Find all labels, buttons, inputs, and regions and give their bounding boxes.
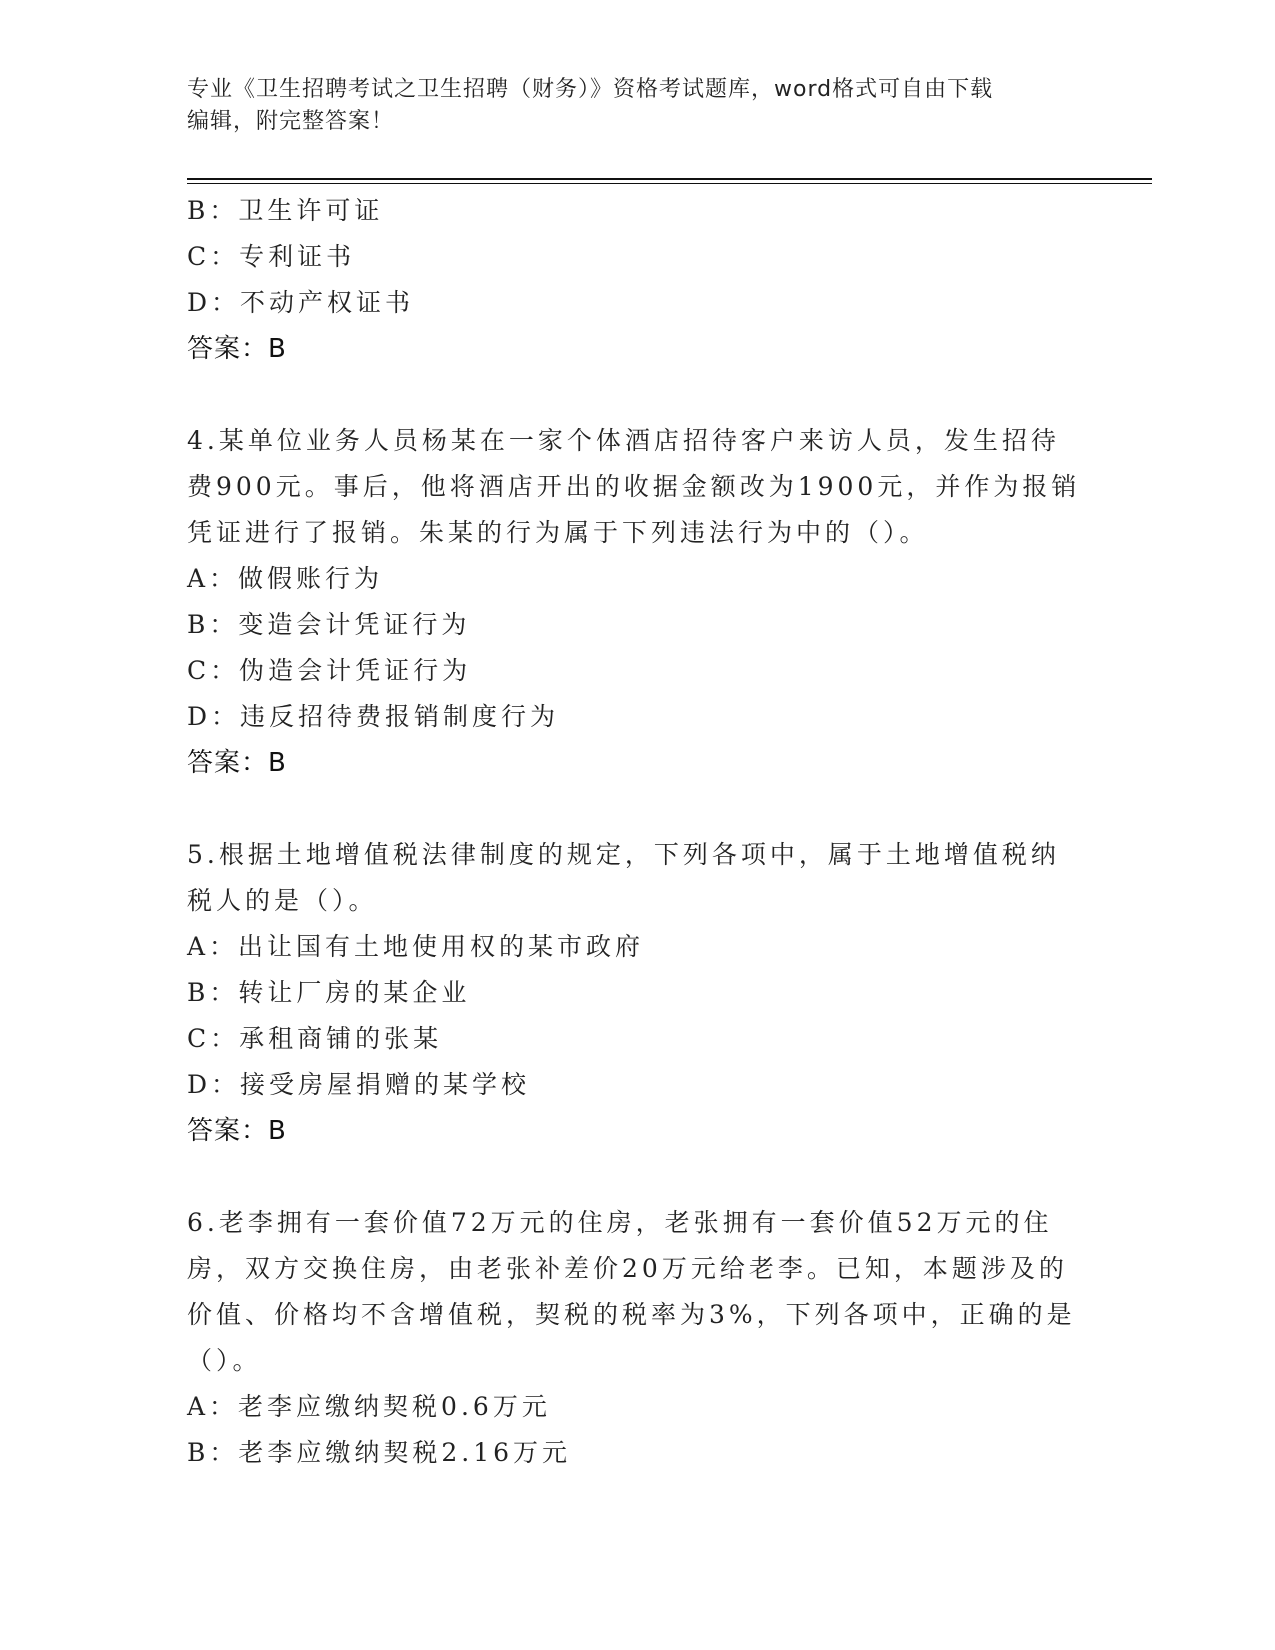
option-d: D：接受房屋捐赠的某学校 (187, 1070, 531, 1099)
question-stem: 费900元。事后，他将酒店开出的收据金额改为1900元，并作为报销 (187, 472, 1081, 501)
spacer (187, 786, 1087, 832)
question-stem: 房，双方交换住房，由老张补差价20万元给老李。已知，本题涉及的 (187, 1254, 1068, 1283)
header-line-1: 专业《卫生招聘考试之卫生招聘（财务）》资格考试题库，word格式可自由下载 (187, 77, 994, 102)
answer-line: 答案：B (187, 748, 287, 778)
option-b: B：转让厂房的某企业 (187, 978, 471, 1007)
spacer (187, 372, 1087, 418)
question-4 (187, 418, 1087, 786)
question-stem: 5.根据土地增值税法律制度的规定，下列各项中，属于土地增值税纳 (187, 840, 1060, 869)
question-stem: 4.某单位业务人员杨某在一家个体酒店招待客户来访人员，发生招待 (187, 426, 1060, 455)
option-c: C：伪造会计凭证行为 (187, 656, 472, 685)
question-5 (187, 832, 1087, 1154)
option-c: C：专利证书 (187, 242, 356, 271)
question-stem: （）。 (187, 1346, 262, 1375)
option-b: B：变造会计凭证行为 (187, 610, 471, 639)
document-header (187, 74, 1067, 138)
answer-line: 答案：B (187, 334, 287, 364)
header-divider-thin (187, 183, 1152, 184)
spacer (187, 1154, 1087, 1200)
header-line-2: 编辑，附完整答案！ (187, 109, 395, 134)
option-c: C：承租商铺的张某 (187, 1024, 443, 1053)
option-d: D：不动产权证书 (187, 288, 415, 317)
answer-line: 答案：B (187, 1116, 287, 1146)
option-b: B：卫生许可证 (187, 196, 384, 225)
question-stem: 价值、价格均不含增值税，契税的税率为3%，下列各项中，正确的是 (187, 1300, 1076, 1329)
option-a: A：老李应缴纳契税0.6万元 (187, 1392, 551, 1421)
question-stem: 凭证进行了报销。朱某的行为属于下列违法行为中的（）。 (187, 518, 929, 547)
header-divider-thick (187, 178, 1152, 180)
option-a: A：做假账行为 (187, 564, 384, 593)
question-3-tail (187, 188, 1087, 372)
option-d: D：违反招待费报销制度行为 (187, 702, 560, 731)
question-stem: 6.老李拥有一套价值72万元的住房，老张拥有一套价值52万元的住 (187, 1208, 1053, 1237)
option-b: B：老李应缴纳契税2.16万元 (187, 1438, 572, 1467)
question-stem: 税人的是（）。 (187, 886, 378, 915)
question-content (187, 188, 1087, 1476)
option-a: A：出让国有土地使用权的某市政府 (187, 932, 645, 961)
question-6 (187, 1200, 1087, 1476)
